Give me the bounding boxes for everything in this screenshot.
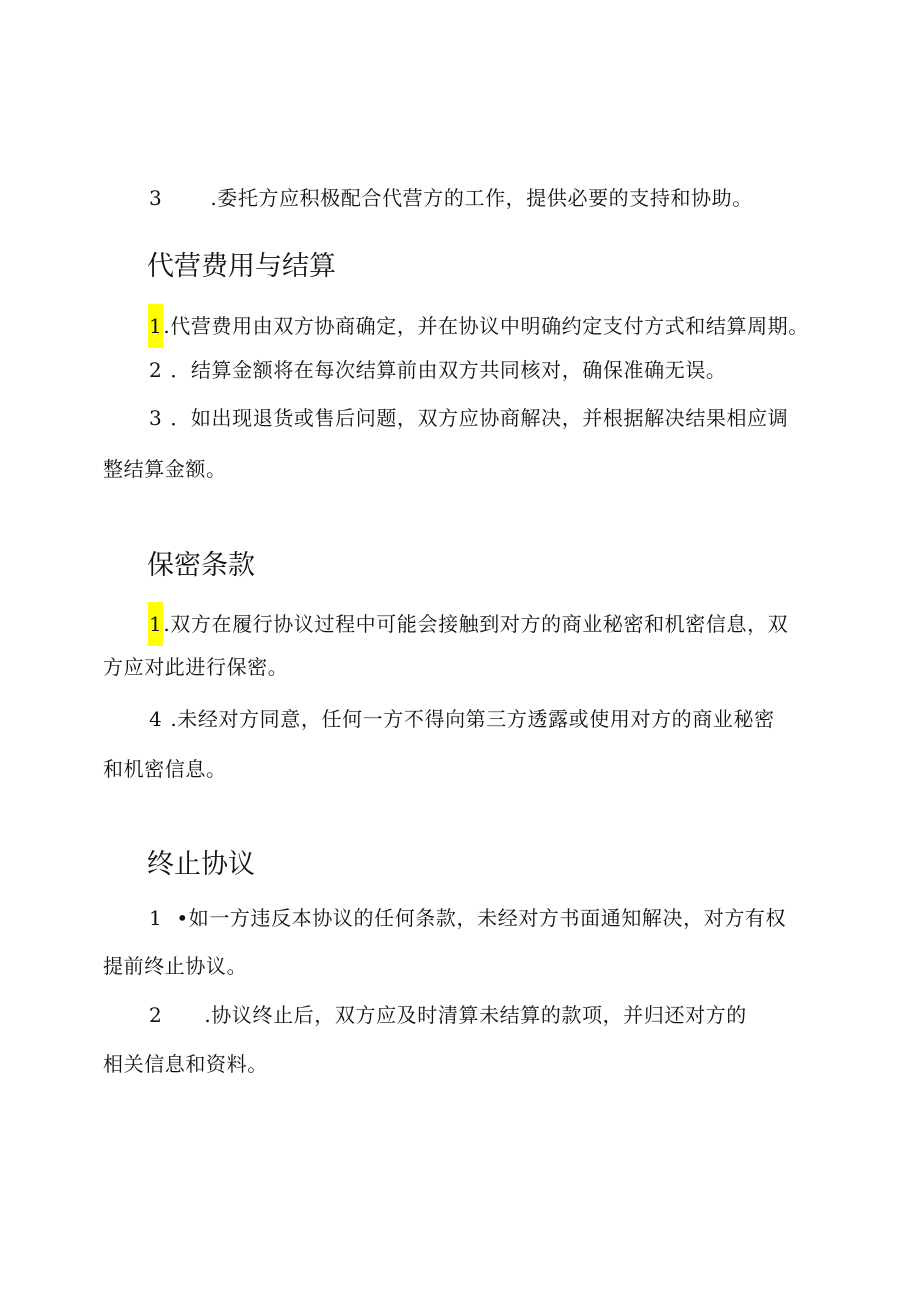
list-item-continuation: 整结算金额。 [103,457,227,481]
highlighted-list-number: 1 [148,602,163,646]
list-item [149,355,727,385]
highlighted-list-number: 1 [148,304,163,348]
list-item-continuation: 提前终止协议。 [103,954,248,978]
list-number: 1 [149,906,163,930]
list-item-continuation: 方应对此进行保密。 [103,655,289,679]
list-text: .协议终止后，双方应及时清算未结算的款项，并归还对方的 [204,1003,747,1027]
list-item [149,403,788,433]
list-text: .代营费用由双方协商确定，并在协议中明确约定支付方式和结算周期。 [163,314,809,338]
list-text: .双方在履行协议过程中可能会接触到对方的商业秘密和机密信息，双 [163,612,789,636]
list-item-continuation: 相关信息和资料。 [103,1052,268,1076]
list-text: ．结算金额将在每次结算前由双方共同核对，确保准确无误。 [170,358,727,382]
list-item [148,602,788,646]
list-text: .委托方应积极配合代营方的工作，提供必要的支持和协助。 [210,186,753,210]
list-item [148,304,809,348]
section-heading-fees: 代营费用与结算 [147,251,336,282]
section-heading-termination: 终止协议 [147,849,255,880]
list-number: 2 [149,358,163,382]
list-number: 3 [149,186,163,210]
list-item [149,1000,747,1030]
list-text: .未经对方同意，任何一方不得向第三方透露或使用对方的商业秘密 [170,707,775,731]
list-item [149,903,786,933]
list-number: 2 [149,1003,163,1027]
list-text: ．如出现退货或售后问题，双方应协商解决，并根据解决结果相应调 [170,406,789,430]
list-item-continuation: 和机密信息。 [103,757,227,781]
list-item [149,704,775,734]
list-number: 4 [149,707,163,731]
list-text: •如一方违反本协议的任何条款，未经对方书面通知解决，对方有权 [176,906,787,930]
list-number: 3 [149,406,163,430]
section-heading-confidentiality: 保密条款 [147,550,255,581]
list-item [149,183,753,213]
